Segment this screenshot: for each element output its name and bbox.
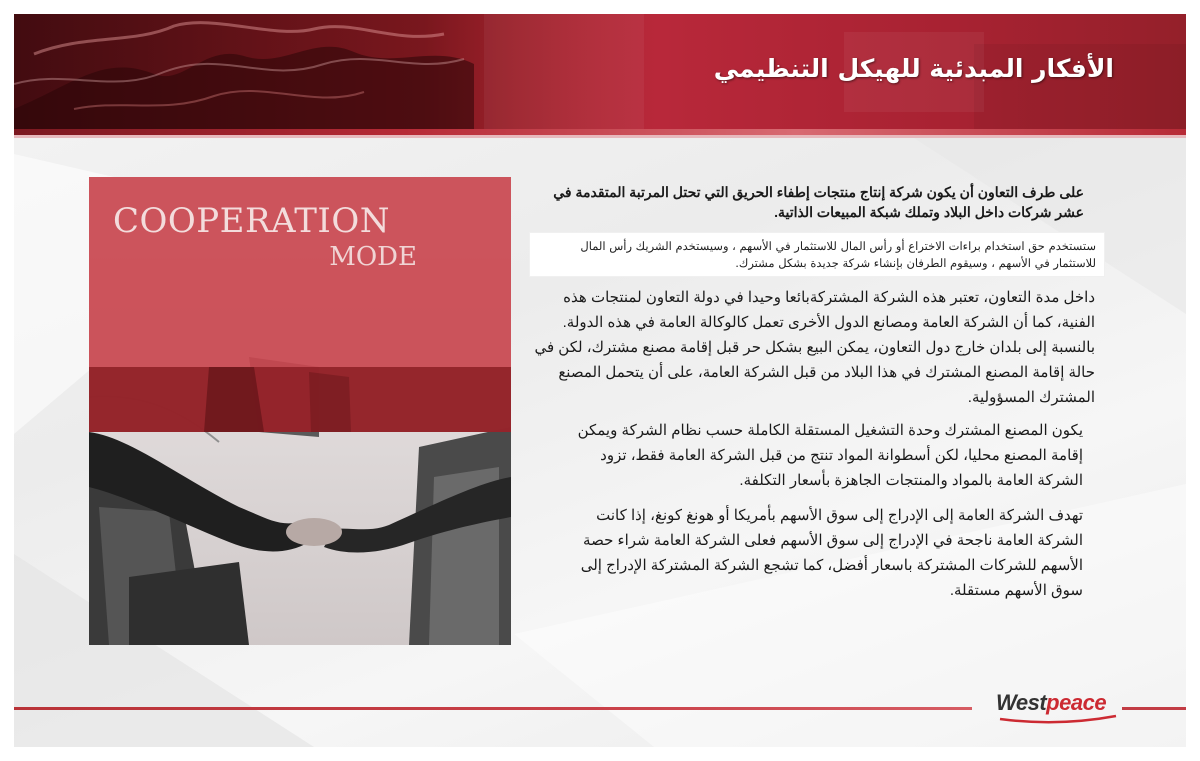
- slide: [14, 14, 1186, 747]
- footer-line: [14, 707, 972, 710]
- logo-west-text: West: [996, 690, 1047, 715]
- body-paragraph-2: يكون المصنع المشترك وحدة التشغيل المستقلة الكاملة حسب نظام الشركة ويمكن إقامة المصنع محليا، لكن أسطوانة المواد تنتج من قبل الشركة العامة فقط، تزود الشركة العامة بالمواد والمنتجات الجاهزة بأسعار التكلفة.: [577, 422, 1083, 489]
- note-box: ستستخدم حق استخدام براءات الاختراع أو رأس المال للاستثمار في الأسهم ، وسيستخدم الشريك رأس المال للاستثمار في الأسهم ، وسيقوم الطرفان بإنشاء شركة جديدة بشكل مشترك.: [529, 232, 1105, 277]
- logo-swoosh-icon: [998, 713, 1118, 725]
- header-banner: [14, 14, 1186, 129]
- page-title: الأفكار المبدئية للهيكل التنظيمي: [713, 54, 1114, 83]
- cover-subtitle: MODE: [329, 242, 417, 272]
- header-stripe-light: [14, 135, 1186, 138]
- body-paragraph-3: تهدف الشركة العامة إلى الإدراج إلى سوق الأسهم بأمريكا أو هونغ كونغ، إذا كانت الشركة العامة ناجحة في الإدراج إلى سوق الأسهم فعلى الشركة العامة شراء حصة الأسهم للشركات المشتركة باسعار أفضل، كما تشجع الشركة المشتركة الإدراج إلى سوق الأسهم مستقلة.: [580, 507, 1083, 599]
- intro-paragraph: على طرف التعاون أن يكون شركة إنتاج منتجات إطفاء الحريق التي تحتل المرتبة المتقدمة في عشر شركات داخل البلاد وتملك شبكة المبيعات الذاتية.: [553, 184, 1084, 220]
- logo-peace-text: peace: [1046, 690, 1107, 715]
- cover-title: COOPERATION: [113, 201, 390, 241]
- cooperation-cover-image: [89, 177, 511, 645]
- footer-line-end: [1122, 707, 1186, 710]
- handshake-illustration: [89, 177, 511, 645]
- body-paragraph-1: داخل مدة التعاون، تعتبر هذه الشركة المشتركةبائعا وحيدا في دولة التعاون لمنتجات هذه الفنية، كما أن الشركة العامة ومصانع الدول الأخرى تعمل كالوكالة العامة في هذه الدولة. بالنسبة إلى بلدان خارج دول التعاون، يمكن البيع بشكل حر قبل إقامة مصنع مشترك، لكن في حالة إقامة المصنع المشترك في هذا البلاد من قبل الشركة العامة، على أن يتحمل المصنع المشترك المسؤولية.: [534, 289, 1095, 406]
- text-column: [529, 182, 1107, 603]
